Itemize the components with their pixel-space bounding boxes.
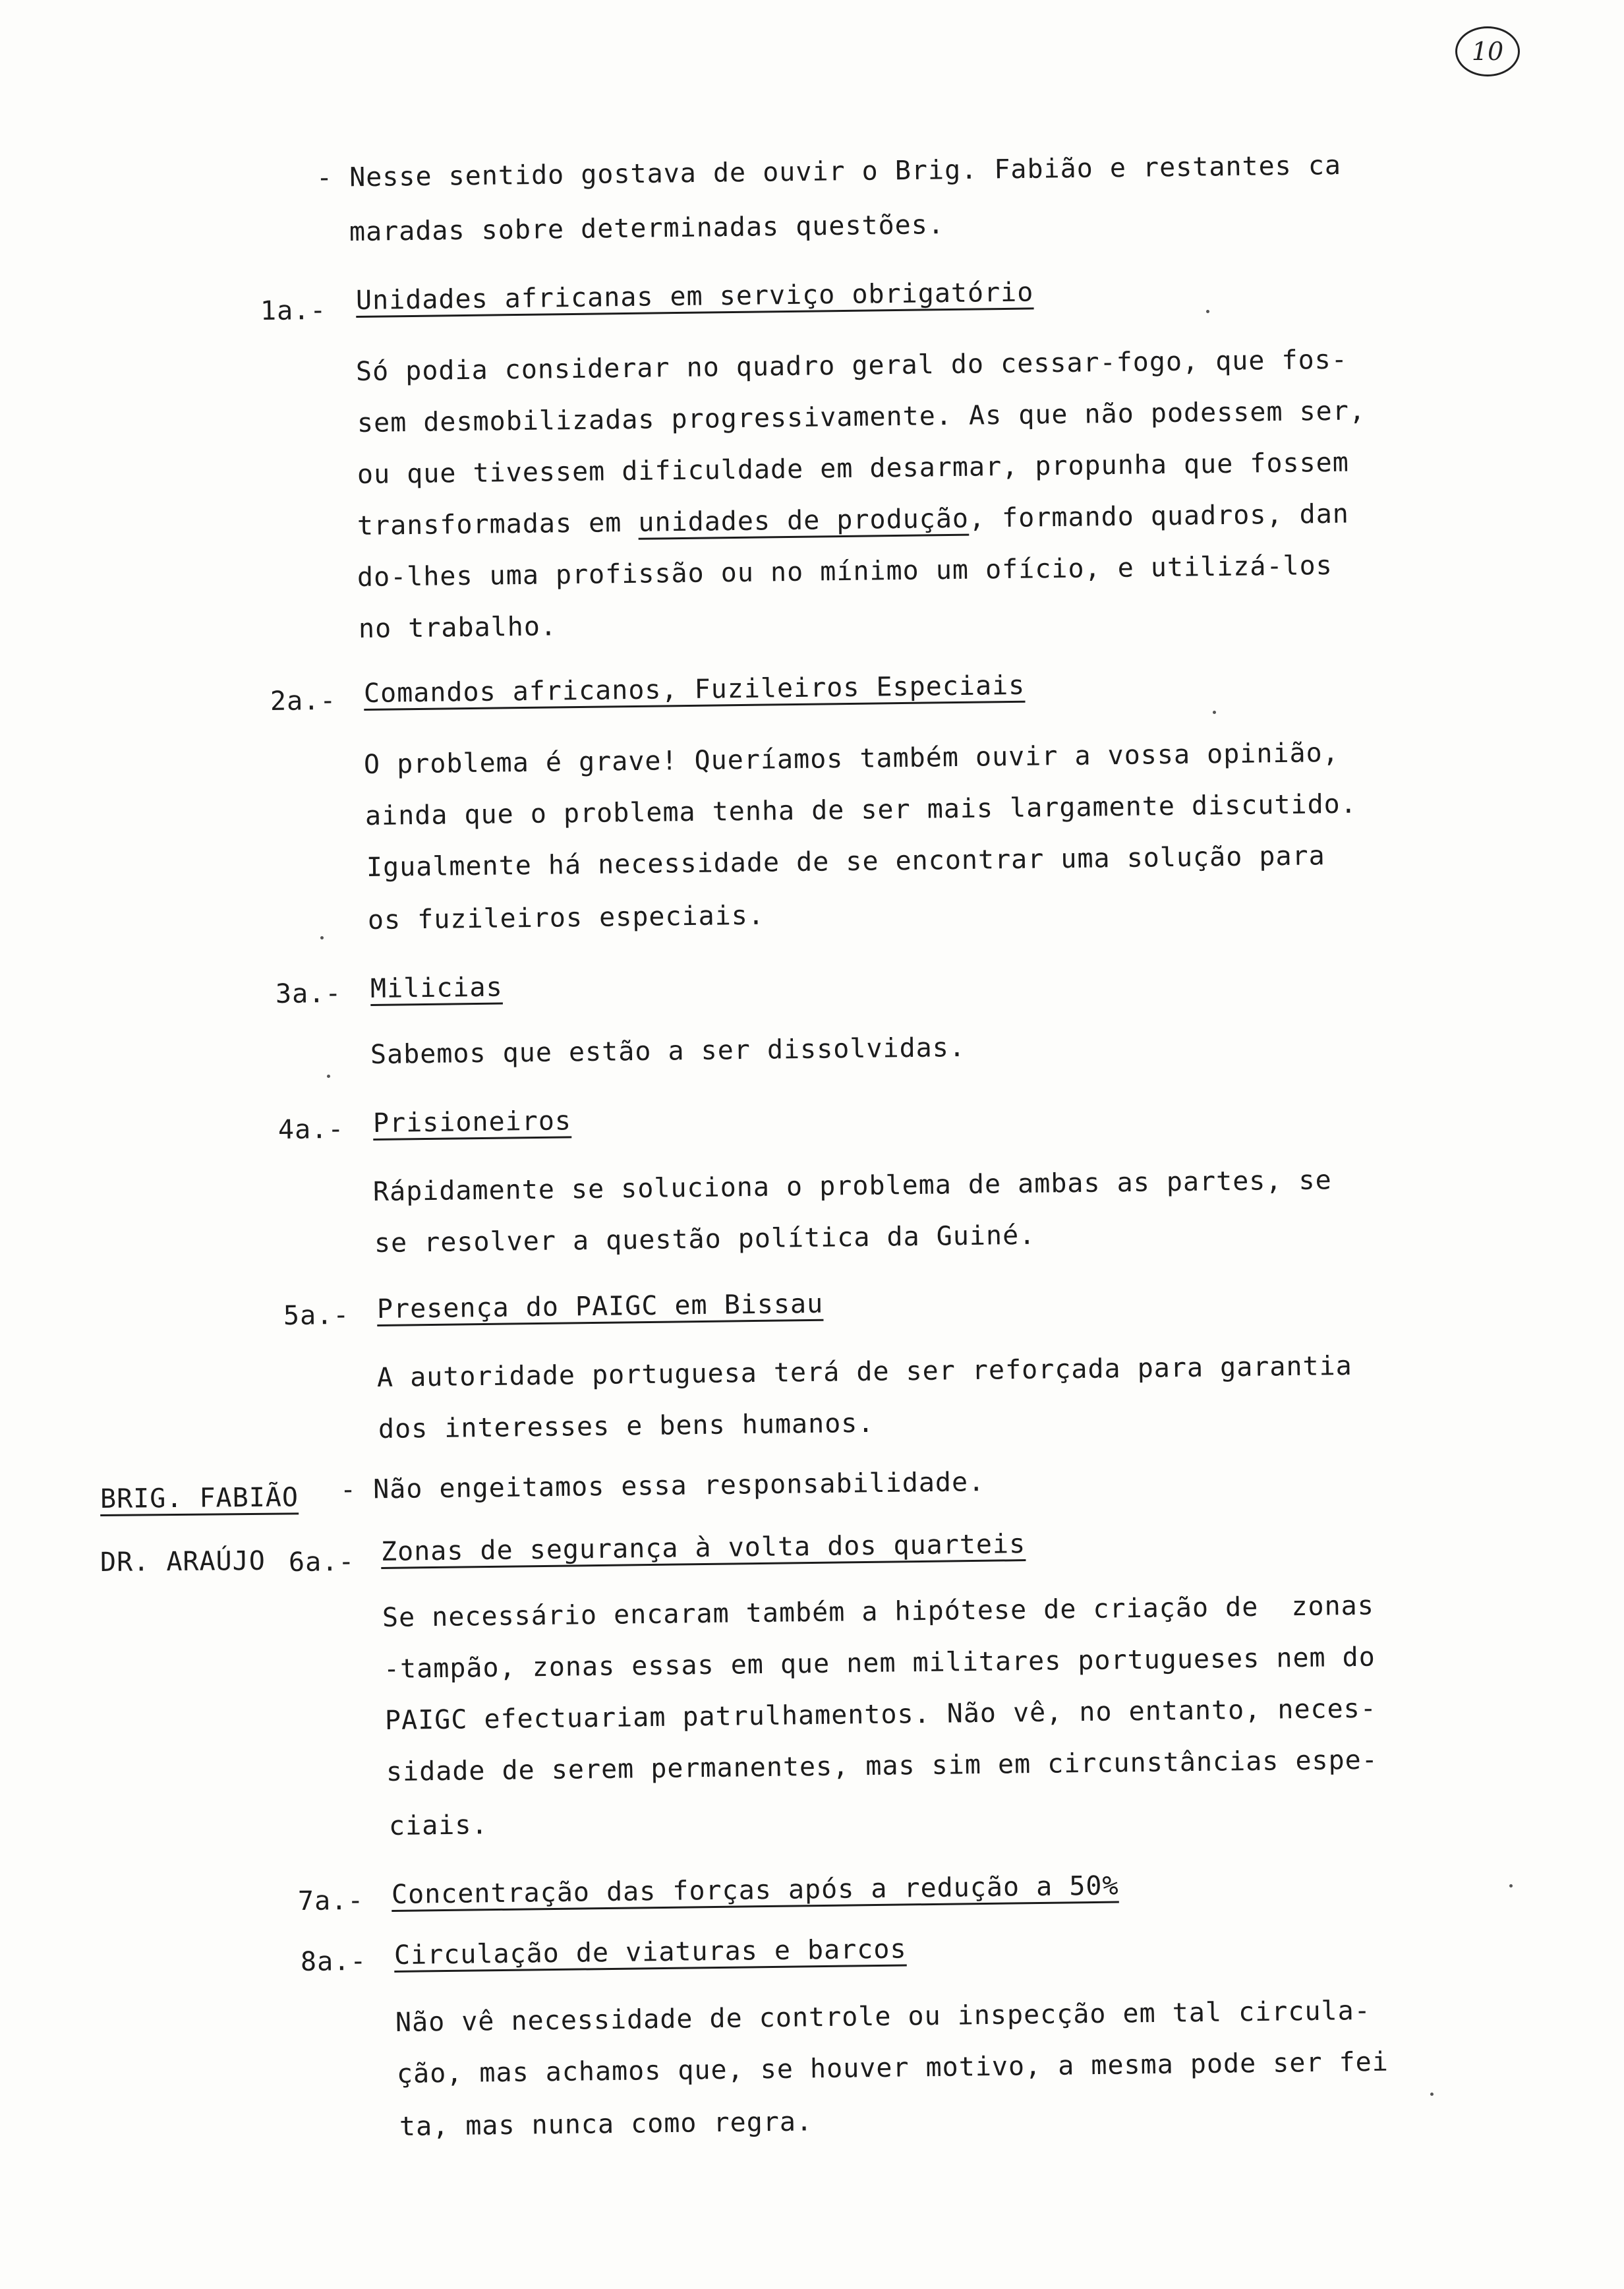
item-1-line-2: sem desmobilizadas progressivamente. As que não podessem ser, (357, 396, 1366, 438)
item-1-line-6: no trabalho. (358, 611, 558, 644)
item-1-number: 1a.- (260, 295, 327, 326)
item-3-line-1: Sabemos que estão a ser dissolvidas. (370, 1032, 966, 1070)
intro-line-2: maradas sobre determinadas questões. (349, 209, 945, 247)
item-3-number: 3a.- (275, 978, 342, 1009)
item-5-heading: Presença do PAIGC em Bissau (376, 1288, 824, 1324)
item-6-number: 6a.- (288, 1546, 355, 1578)
speaker-fabiao-text: - Não engeitamos essa responsabilidade. (339, 1467, 985, 1505)
scan-speck (320, 936, 324, 939)
scan-speck (1430, 2093, 1434, 2096)
intro-line-1: - Nesse sentido gostava de ouvir o Brig. Fabião e restantes ca (316, 150, 1342, 193)
item-2-line-4: os fuzileiros especiais. (367, 900, 765, 936)
item-6-line-1: Se necessário encaram também a hipótese de criação de zonas (382, 1590, 1375, 1633)
item-3-heading: Milicias (370, 972, 503, 1004)
speaker-dr-araujo: DR. ARAÚJO (100, 1545, 266, 1578)
item-6-line-5: ciais. (388, 1810, 488, 1841)
item-1-underlined-phrase: unidades de produção (638, 503, 970, 538)
item-8-number: 8a.- (300, 1946, 367, 1977)
item-2-line-3: Igualmente há necessidade de se encontrar uma solução para (366, 841, 1325, 883)
scan-speck (1206, 310, 1209, 313)
item-6-line-4: sidade de serem permanentes, mas sim em circunstâncias espe- (386, 1744, 1379, 1787)
item-1-line-3: ou que tivessem dificuldade em desarmar, propunha que fossem (357, 447, 1350, 490)
item-7-number: 7a.- (297, 1885, 364, 1917)
item-2-line-1: O problema é grave! Queríamos também ouvir a vossa opinião, (363, 737, 1340, 780)
item-5-number: 5a.- (283, 1299, 350, 1331)
item-2-number: 2a.- (270, 685, 337, 717)
item-6-heading: Zonas de segurança à volta dos quarteis (380, 1529, 1026, 1567)
item-1-line-4a: transformadas em (357, 507, 639, 541)
item-1-heading: Unidades africanas em serviço obrigatório (355, 277, 1034, 316)
scan-speck (327, 1075, 330, 1078)
item-1-line-1: Só podia considerar no quadro geral do cessar-fogo, que fos- (355, 344, 1348, 387)
item-8-line-2: ção, mas achamos que, se houver motivo, a mesma pode ser fei (396, 2046, 1389, 2089)
item-6-line-2: -tampão, zonas essas em que nem militares portugueses nem do (383, 1642, 1376, 1684)
item-1-line-4 (357, 498, 1349, 542)
item-8-line-1: Não vê necessidade de controle ou inspecção em tal circula- (395, 1995, 1372, 2038)
item-4-heading: Prisioneiros (372, 1106, 572, 1139)
item-1-line-5: do-lhes uma profissão ou no mínimo um ofício, e utilizá-los (357, 550, 1333, 593)
item-4-number: 4a.- (277, 1114, 345, 1145)
item-1-line-4b: , formando quadros, dan (968, 498, 1350, 534)
scan-speck (1509, 1884, 1513, 1888)
item-6-line-3: PAIGC efectuariam patrulhamentos. Não vê, no entanto, neces- (384, 1693, 1378, 1736)
item-2-heading: Comandos africanos, Fuzileiros Especiais (363, 670, 1026, 709)
item-7-heading: Concentração das forças após a redução a 50% (391, 1870, 1119, 1910)
item-4-line-2: se resolver a questão política da Guiné. (374, 1220, 1036, 1259)
item-8-line-3: ta, mas nunca como regra. (399, 2106, 813, 2142)
item-4-line-1: Rápidamente se soluciona o problema de ambas as partes, se (372, 1165, 1332, 1207)
scan-speck (1213, 711, 1216, 714)
item-2-line-2: ainda que o problema tenha de ser mais largamente discutido. (364, 788, 1358, 831)
item-5-line-1: A autoridade portuguesa terá de ser reforçada para garantia (376, 1350, 1353, 1393)
item-8-heading: Circulação de viaturas e barcos (393, 1934, 907, 1971)
speaker-brig-fabiao: BRIG. FABIÃO (100, 1482, 299, 1514)
item-5-line-2: dos interesses e bens humanos. (378, 1408, 875, 1444)
page-number: 10 (1455, 26, 1520, 76)
